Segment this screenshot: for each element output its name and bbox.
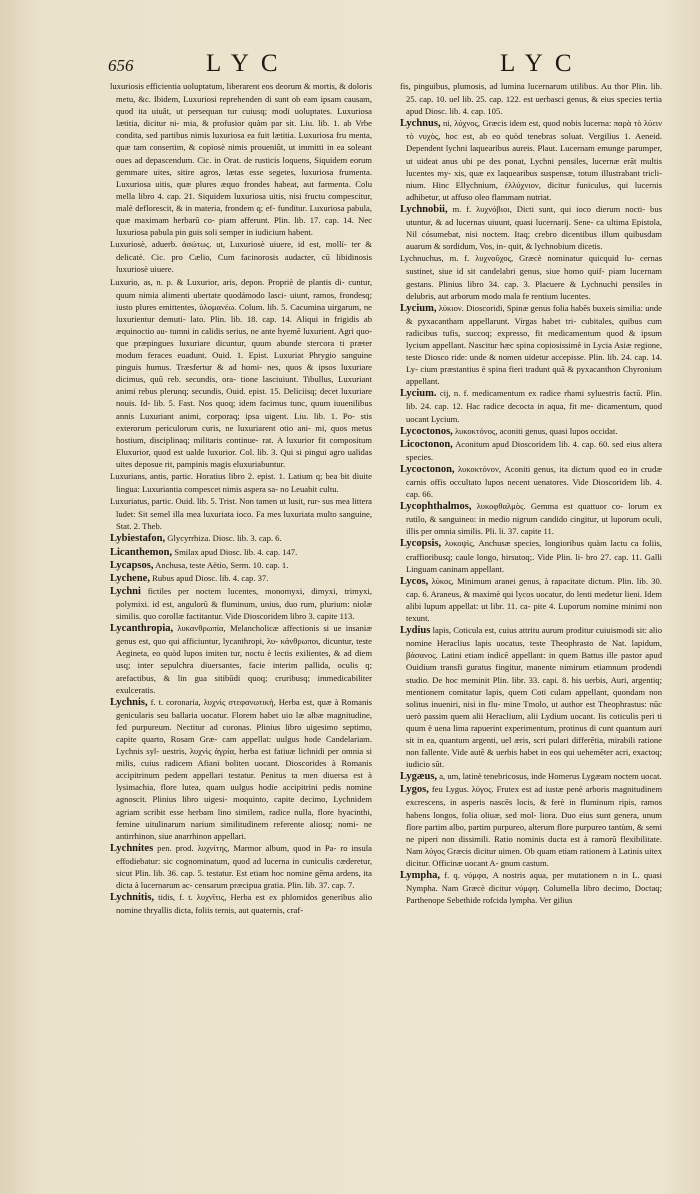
dictionary-entry: Lycapsos, Anchusa, teste Aëtio, Serm. 10. cap. 1. <box>110 559 289 571</box>
running-head-right: LYC <box>500 50 584 77</box>
dictionary-entry: Lycoctonos, λυκοκτόνος, aconiti genus, quasi lupos occidat. <box>400 425 618 437</box>
page-number: 656 <box>108 56 134 75</box>
dictionary-entry: Luxuriatus, partic. Ouid. lib. 5. Trist. Non tamen ut lusit, rur- sus mea littera ludet: Sit semel illa mea luxuriata ioco. Fa mes luxuriata multo sanguine, Stat. 2. Theb. <box>110 496 372 532</box>
left-column <box>110 80 372 1170</box>
dictionary-entry: luxuriosis efficientia uoluptatum, liberarent eos deorum & mortis, & doloris metu, &c. Ibidem, Luxuriosi reprehenden di sunt ob eam ipsam causam, quod ita uiuât, ut persequan tur cuiusq; modi uoluptates. Luxuriosa lætitia, dicitur ni- mia, & profusior quàm par sit. Liu. lib. 1. ab Vrbe condita, sed partibus nimis luxuriosa ea fuit lætitia. Luxuriosa fru menta, quæ tam consertim, & copiosè nimis proueniût, ut immitti in ea soleant oues ad depascendum. Cic. in Orat. de rusticis loquens, Siquidem eorum gemmare uites, sitire agros, lætas esse segetes, luxuriosa frumenta. Luxuriosa uitis, quæ plures æquo frondes habeat, aut farmenta. Colu mella libro 4. cap. 21. Siquidem luxuriosa uitis, nisi fructu compescitur, malè deflorescit, & in materia, frondem q; ef- funditur. Luxuriosa pabula, quæ maximam herbarū co- piam afferunt. Plin. lib. 17. cap. 14. Nec luxuriosa pabula pin guis soli semper in iudicium habent. <box>110 81 372 238</box>
dictionary-entry: Licoctonon, Aconitum apud Dioscoridem lib. 4. cap. 60. sed eius altera species. <box>400 438 662 462</box>
dictionary-entry: Lygos, feu Lygus. λύγος. Frutex est ad iustæ penè arboris magnitudinem excrescens, in asperis nascēs locis, & ferè in fluminum ripis, ramos habens longos, folia oliuæ, sed mol- liora. Duo eius sunt genera, unum flore partim albo, partim purpureo, alterum flore purpureo tantùm, & semi ne piperi non dissimili. Ratio nominis ducta est à ramorū flexibilitate. Nam λύγος Græcis dicitur uimen. Ob quam etiam rationem à Latinis uitex dicitur. Officinæ uocant A- gnum castum. <box>400 784 662 868</box>
running-head-left: LYC <box>206 50 290 77</box>
dictionary-entry: Licanthemon, Smilax apud Diosc. lib. 4. cap. 147. <box>110 546 298 558</box>
dictionary-entry: Lychene, Rubus apud Diosc. lib. 4. cap. 37. <box>110 572 269 584</box>
dictionary-entry: Lycanthropia, λυκανθρωπία, Melancholicæ affectionis si ue insaniæ genus est, quo qui afficiuntur, lycanthropi, λυ- κάνθρωποι, dicuntur, teste Aegineta, eo quòd lupos imiten tur, noctu è lectis exilientes, & ad diem usq; inter sepulchra diuersantes, facie interim pallida, oculis q; arefactibus, & lin gua sitibūdi quoq; cruribusq; immedicabiliter exulceratis. <box>110 623 372 695</box>
dictionary-entry: fis, pinguibus, plumosis, ad lumina lucernarum utilibus. Au thor Plin. lib. 25. cap. 10. uel lib. 25. cap. 122. est uerbasci genus, & eius species tertia apud Diosc. lib. 4. cap. 105. <box>400 81 662 117</box>
dictionary-entry: Lychnuchus, m. f. λυχνοῦχος, Græcè nominatur quicquid lu- cernas sustinet, siue id sit candelabri genus, siue homo quif- piam lucernam gestans. Plinius libro 34. cap. 3. Placuere & Lychnuchi pensiles in delubris, aut arborum modo mala fe rentium lucentes. <box>400 253 662 301</box>
dictionary-entry: Lychnites pen. prod. λυχνίτης, Marmor album, quod in Pa- ro insula effodiebatur: sic cognominatum, quod ad lucerna in cuniculis cæderetur, sicut Plin. lib. 36. cap. 5. testatur. Est etiam hoc nomine gēma ardens, ita dicta à lucernarum ac- censarum præcipua gratia. Plin. lib. 37. cap. 7. <box>110 842 372 891</box>
dictionary-entry: Lycium, λύκιον. Dioscoridi, Spinæ genus folia habēs buxeis similia: unde & pyxacantham appellarunt. Virgas habet tri- cubitales, quibus cum radicibus tufis, succoq; expresso, fit medicamentum quod & ipsum lycium appellant. Nascitur hæc spina copiosissimè in Lycia Asiæ regione, teste Diosco ride: unde & nomen uidetur accepisse. Plin. lib. 24. cap. 14. Ly- cium præstantius è spina fieri tradunt quā & pyxacanthon Chyronium appellant. <box>400 302 662 387</box>
dictionary-entry: Lygæus, a, um, latinè tenebricosus, inde Homerus Lygæam noctem uocat. <box>400 771 662 783</box>
dictionary-entry: Lycos, λύκος, Minimum aranei genus, à rapacitate dictum. Plin. lib. 30. cap. 6. Araneus, & maximè qui lycos uocatur, do lenti medetur lieni. Idem alibi lupum appellat: ut libr. 11. ca- pite 4. Luporum nomine minimi non texunt. <box>400 575 662 624</box>
dictionary-entry: Lychnus, ni, λύχνος, Græcis idem est, quod nobis lucerna: παρὰ τὸ λύειν τὸ νυχὸς, hoc est, ab eo quòd tenebras soluat. Vergilius 1. Aeneid. Dependent lychni laquearibus aureis. Plaut. Lucernam emunge parumper, ut uideat anus ubi pe des ponat, Lychni pensiles, lucernæ erāt multis lucentes my- xis, quæ ex laquearibus suspensæ, totum illustrabant tricli- nium. Hinc Ellychnium, ἐλλύχνιον, dicitur funiculus, qui lucernis adhibetur, ut affuso oleo flammam nutriat. <box>400 118 662 202</box>
dictionary-entry: Lychnis, f. t. coronaria, λυχνὶς στεφανωτική, Herba est, quæ à Romanis genicularis seu ballaria uocatur. Florem habet uio læ albæ magnitudine, fed purpureum. Nectitur ad coronas. Plinius libro uigesimo septimo, capite quarto, Rosam Græ- cam appellat: uulgus hode Candelariam. Lychnis syl- uestris, λυχνὶς ἀγρία, herba est fatiuæ lichnidi per omnia si milis, cuius radicem Afiani boliten uocant. Dioscorides à Romanis accipitrinum pedem appellari testatur. Penitus ta men diuersa est à lysimachia, flore lutea, quam uulgus hodie accipitrini pedis nomine agnoscit. Plinius libro uigesi- moquinto, capite decimo, Lychnidem agriam scribit esse herbam lino similem, radice nulla, flore hyacinthi, femine uitulinarum narium similitudinem referente aliosq; nomi- ne antirrhinon, siue anarrhinon appellari. <box>110 696 372 841</box>
dictionary-entry: Lycopsis, λυκοψὶς, Anchusæ species, longioribus quàm lactu ca foliis, craffioribusq; caule longo, hirsutoq;. Vide Plin. li- bro 27. cap. 11. Galli Linguam caninam appellant. <box>400 538 662 574</box>
dictionary-entry: Lydius lapis, Coticula est, cuius attritu aurum proditur cuiuismodi sit: alio nomine Heraclius lapis uocatus, teste Theophrasto de Nat. lapidum, βάσανος. Latini etiam indicē appellant: in quem Battus ille pastor apud Ouidium transfi guratus fingitur, manente nimirum etiamnum prodendi studio. De hoc meminit Plin. libr. 33. capi. 8. his uerbis, Auri, argentiq; mentionem comitatur lapis, quem Coti culam appellant, quondam non solitus inueniri, nisi in flu- mine Tmolo, ut author est Theophrastus: nūc uerò passim quem alii Heraclium, alii Lydium uocant. Iis coticulis peri ti quum è uena lima rapuerint experimentum, protinus di cunt quantum auri sit in ea, quantum argenti, uel æris, scri pulari differētia, mirabili ratione non fallente. Vide autē & uerbis habet in eos qui uehemēter acri, exactoq; iudicio sūt. <box>400 625 662 770</box>
dictionary-entry: Luxurians, antis, partic. Horatius libro 2. epist. 1. Latium q; bea bit diuite lingua: Luxuriantia compescet nimis aspera sa- no Leuabit cultu. <box>110 471 372 495</box>
dictionary-entry: Lycophthalmos, λυκοφθαλμὸς. Gemma est quattuor co- lorum ex rutilo, & sanguineo: in medio nigrum candido cingitur, ut luporum oculi, illis per omnia similis. Pli. li. 37. capite 11. <box>400 501 662 537</box>
dictionary-entry: Lycium. cij, n. f. medicamentum ex radice rhami syluestris factū. Plin. lib. 24. cap. 12. Hac radice decocta in aqua, fit me- dicamentum, quod uocant Lycium. <box>400 388 662 424</box>
dictionary-entry: Luxurio, as, n. p. & Luxurior, aris, depon. Propriè de plantis di- cuntur, quum nimia alimenti ubertate quodámodo lasci- uiunt, ramos, frondesq; iusto plures emittentes, ὑλομανέω. Colum. lib. 5. Cacumina uirgarum, ne luxurientur demuti- lato. Plin. lib. 18. cap. 14. Aliqui in frigidis ab æquinoctio au- tumni in calidis serius, ne ante hyemē luxurient. Agri quo- que præpingues luxuriare dicuntur, quum abunde stercora ti præter modum feraces euadunt. Ouid. 1. Epist. Luxuriat Phrygio sanguine pinguis humus. Træsfertur & ad homi- nes, quos & ipsos luxuriare dicimus, quū reb. secundis, ora- tione lasciuiunt. Tibullus, Luxuriant animi rebus plerunq; secundis, Ouid. epist. 15. Deliciisq; decet luxuriare nouis. Id- lib. 5. Fast. Nos quoq; idem facimus tunc, quum iuuenilibus annis Luxuriant animi, corporaq; ipsa uigent. Liu. lib. 1. Po- stis exterorum periculorum curis, ne luxuriarent otio ani- mi, quos metus hostium, disciplinaq; militaris continue- rat. A luxurior fit compositum Eluxurior, quod est ualde luxurior. Col. lib. 3. Qui si pingui agro ualidas uites deposue rit, pampinis magis eluxuriabuntur. <box>110 276 372 469</box>
dictionary-entry: Luxuriosè, aduerb. ἀσώτως. ut, Luxuriosè uiuere, id est, mollí- ter & delicatè. Cic. pro Cælio, Cum facinorosis audacter, cū libidinosis luxuriosè uiuere. <box>110 239 372 275</box>
right-column <box>400 80 662 1170</box>
dictionary-entry: Lympha, f. q. νύμφα, A nostris aqua, per mutationem n in L. quasi Nympha. Nam Græcè dicitur νύμφη. Columella libro decimo, Doctaq; Parthenope Sebethide rofcida lympha. Ver gilius <box>400 870 662 906</box>
dictionary-entry: Lycoctonon, λυκοκτόνον, Aconiti genus, ita dictum quod eo in crudæ carnis offis occultato lupos necent uenatores. Vide Dioscoridem lib. 4. cap. 66. <box>400 463 662 500</box>
dictionary-entry: Lychnitis, tidis, f. t. λυχνῖτις, Herba est ex phlomidos generibus alio nomine thryallis dicta, foliis ternis, aut quaternis, craf- <box>110 892 372 916</box>
dictionary-entry: Lychnobii, m. f. λυχνόβιοι, Dicti sunt, qui ioco dierum nocti- bus utuntur, & ad lucernas uiuunt, quasi lucernarij. Sene- ca ultima Epistola, Nil cósumebat, nisi noctem. Itaq; crebro dicentibus illum quibusdam auarum & sordidum, Vos, in- quit, & lychnobium dicetis. <box>400 203 662 252</box>
dictionary-entry: Lybiestafon, Glycyrrhiza. Diosc. lib. 3. cap. 6. <box>110 533 282 545</box>
dictionary-entry: Lychni fictiles per noctem lucentes, monomyxi, dimyxi, trimyxi, polymixi. id est, angulorū & fluminum, unius, duo rum, plurium: niolæ similis. quo corollæ factitantur. Vide Dioscoridem libro 3. capite 113. <box>110 585 372 622</box>
